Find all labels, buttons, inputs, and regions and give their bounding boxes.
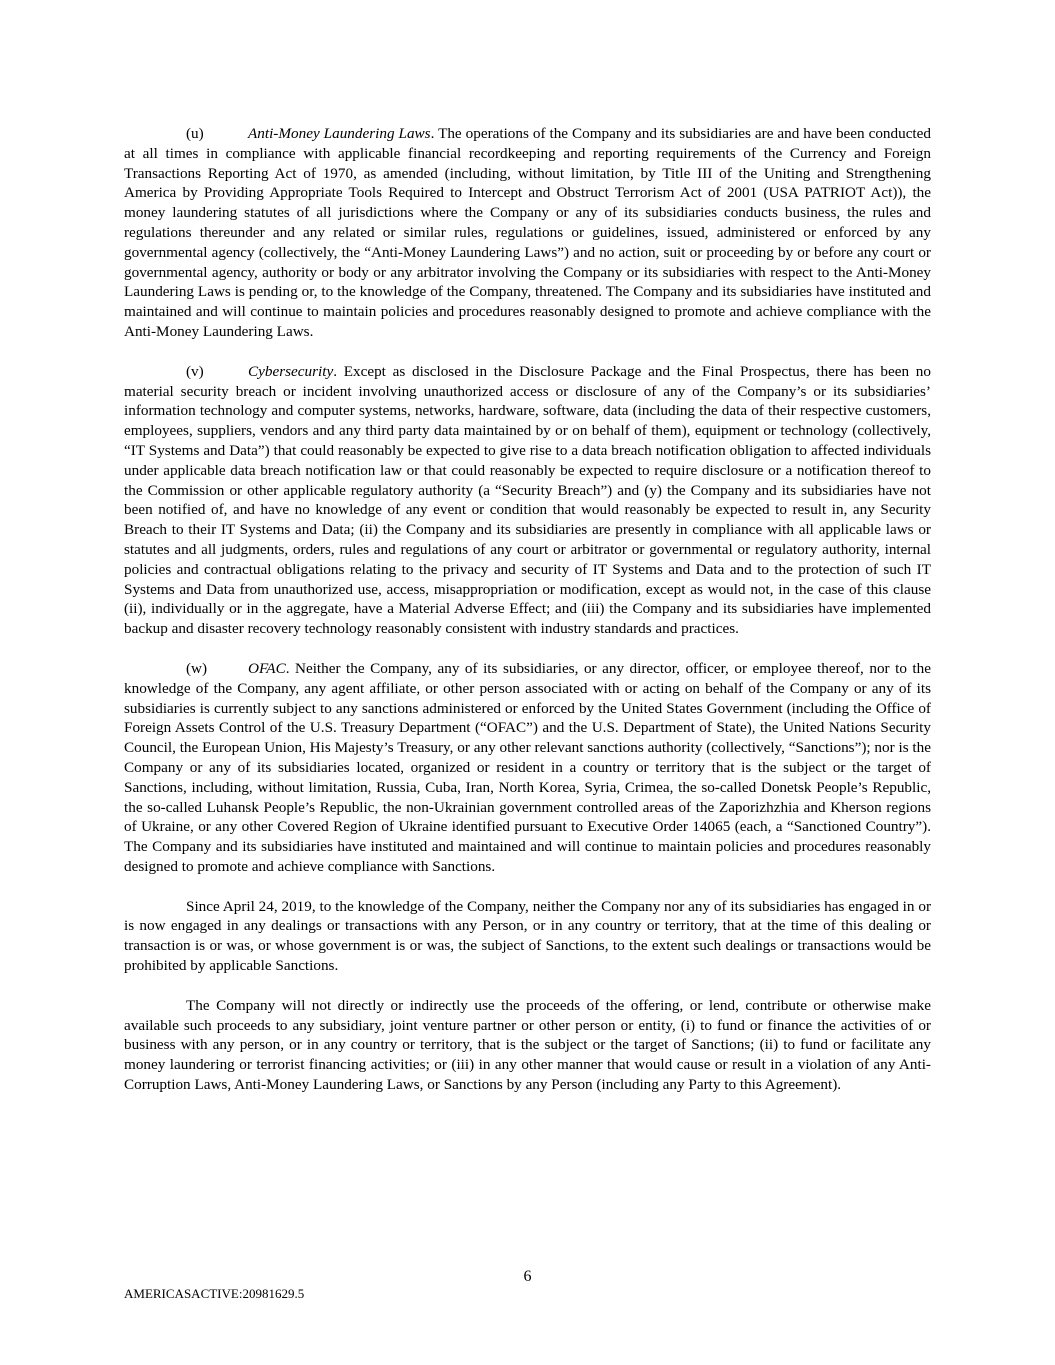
paragraph-since-2019: Since April 24, 2019, to the knowledge of the Company, neither the Company nor any of its subsidiaries has engaged in or is now engaged in any dealings or transactions with any Person, or in any country or territory, that at the time of this dealing or transaction is or was, or whose government is or was, the subject of Sanctions, to the extent such dealings or transactions would be prohibited by applicable Sanctions.: [124, 897, 931, 975]
section-body: . Neither the Company, any of its subsidiaries, or any director, officer, or employee thereof, nor to the knowledge of the Company, any agent affiliate, or other person associated with or acting on behalf of the Company or any of its subsidiaries is currently subject to any sanctions administered or enforced by the United States Government (including the Office of Foreign Assets Control of the U.S. Treasury Department (“OFAC”) and the U.S. Department of State), the United Nations Security Council, the European Union, His Majesty’s Treasury, or any other relevant sanctions authority (collectively, “Sanctions”); nor is the Company or any of its subsidiaries located, organized or resident in a country or territory that is the subject or the target of Sanctions, including, without limitation, Russia, Cuba, Iran, North Korea, Syria, Crimea, the so-called Donetsk People’s Republic, the so-called Luhansk People’s Republic, the non-Ukrainian government controlled areas of the Zaporizhzhia and Kherson regions of Ukraine, or any other Covered Region of Ukraine identified pursuant to Executive Order 14065 (each, a “Sanctioned Country”). The Company and its subsidiaries have instituted and maintained and will continue to maintain policies and procedures reasonably designed to promote and achieve compliance with Sanctions.: [124, 659, 931, 875]
section-body: . The operations of the Company and its subsidiaries are and have been conducted at all times in compliance with applicable financial recordkeeping and reporting requirements of the Currency and Foreign Transactions Reporting Act of 1970, as amended (including, without limitation, by Title III of the Uniting and Strengthening America by Providing Appropriate Tools Required to Intercept and Obstruct Terrorism Act of 2001 (USA PATRIOT Act)), the money laundering statutes of all jurisdictions where the Company or any of its subsidiaries conducts business, the rules and regulations thereunder and any related or similar rules, regulations or guidelines, issued, administered or enforced by any governmental agency (collectively, the “Anti-Money Laundering Laws”) and no action, suit or proceeding by or before any court or governmental agency, authority or body or any arbitrator involving the Company or its subsidiaries with respect to the Anti-Money Laundering Laws is pending or, to the knowledge of the Company, threatened. The Company and its subsidiaries have instituted and maintained and will continue to maintain policies and procedures reasonably designed to promote and achieve compliance with the Anti-Money Laundering Laws.: [124, 125, 931, 340]
section-marker: (v): [186, 362, 204, 380]
document-id: AMERICASACTIVE:20981629.5: [124, 1286, 305, 1301]
section-marker: (w): [186, 659, 208, 677]
section-heading: OFAC: [248, 659, 286, 677]
section-heading: Cybersecurity: [248, 362, 334, 380]
section-v-cybersecurity: [124, 362, 931, 639]
section-marker: (u): [186, 125, 204, 142]
document-page: [124, 124, 931, 1115]
section-u-anti-money-laundering: [124, 124, 931, 342]
section-body: . Except as disclosed in the Disclosure Package and the Final Prospectus, there has been no material security breach or incident involving unauthorized access or disclosure of any of the Company’s or its subsidiaries’ information technology and computer systems, networks, hardware, software, data (including the data of their respective customers, employees, suppliers, vendors and any third party data maintained by or on behalf of them), equipment or technology (collectively, “IT Systems and Data”) that could reasonably be expected to give rise to a data breach notification obligation to affected individuals under applicable data breach notification law or that could reasonably be expected to require disclosure or a notification thereof to the Commission or other applicable regulatory authority (a “Security Breach”) and (y) the Company and its subsidiaries have not been notified of, and have no knowledge of any event or condition that would reasonably be expected to result in, any Security Breach to their IT Systems and Data; (ii) the Company and its subsidiaries are presently in compliance with all applicable laws or statutes and all judgments, orders, rules and regulations of any court or arbitrator or governmental or regulatory authority, internal policies and contractual obligations relating to the privacy and security of IT Systems and Data and to the protection of such IT Systems and Data from unauthorized use, access, misappropriation or modification, except as would not, in the case of this clause (ii), individually or in the aggregate, have a Material Adverse Effect; and (iii) the Company and its subsidiaries have implemented backup and disaster recovery technology reasonably consistent with industry standards and practices.: [124, 362, 931, 638]
page-number: 6: [523, 1268, 532, 1285]
paragraph-use-of-proceeds: The Company will not directly or indirectly use the proceeds of the offering, or lend, contribute or otherwise make available such proceeds to any subsidiary, joint venture partner or other person or entity, (i) to fund or finance the activities of or business with any person, or in any country or territory, that is the subject or the target of Sanctions; (ii) to fund or facilitate any money laundering or terrorist financing activities; or (iii) in any other manner that would cause or result in a violation of any Anti-Corruption Laws, Anti-Money Laundering Laws, or Sanctions by any Person (including any Party to this Agreement).: [124, 996, 931, 1094]
section-w-ofac: [124, 659, 931, 877]
section-heading: Anti-Money Laundering Laws: [248, 125, 431, 142]
